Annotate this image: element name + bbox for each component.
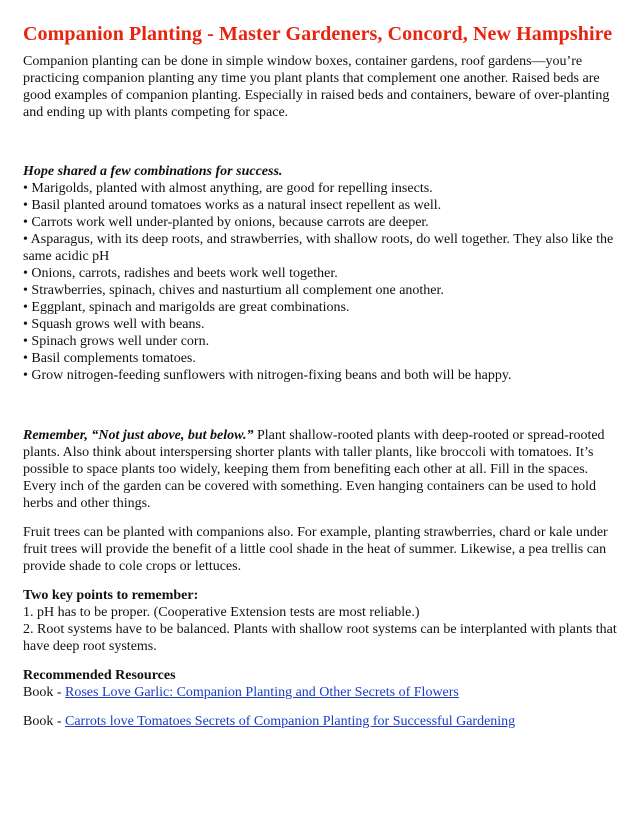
resources-section [23,667,618,701]
remember-body: Plant shallow-rooted plants with deep-rooted or spread-rooted plants. Also think about interspersing shorter plants with taller plants, like broccoli with tomatoes. It’s possible to space plants too widely, keeping them from benefiting each other at all. Fill in the spaces. Every inch of the garden can be covered with something. Even hanging containers can be used to hold herbs and other things. [23,428,605,511]
combination-item: • Grow nitrogen-feeding sunflowers with nitrogen-fixing beans and both will be happy. [23,368,512,383]
page-title: Companion Planting - Master Gardeners, Concord, New Hampshire [23,23,613,45]
combination-item: • Marigolds, planted with almost anything, are good for repelling insects. [23,181,433,196]
intro-paragraph: Companion planting can be done in simple window boxes, container gardens, roof gardens—you’re practicing companion planting any time you plant plants that complement one another. Raised beds are good examples of companion planting. Especially in raised beds and containers, beware of over-planting and ending up with plants competing for space. [23,54,610,120]
combination-item: • Onions, carrots, radishes and beets work well together. [23,266,338,281]
remember-paragraph [23,427,618,512]
combination-item: • Eggplant, spinach and marigolds are great combinations. [23,300,350,315]
key-points-heading: Two key points to remember: [23,588,199,603]
combination-item: • Carrots work well under-planted by onions, because carrots are deeper. [23,215,429,230]
resource-prefix: Book - [23,714,65,729]
combination-item: • Spinach grows well under corn. [23,334,210,349]
combinations-section [23,163,618,384]
resource-item [23,713,618,730]
key-points-section [23,587,618,655]
combinations-heading: Hope shared a few combinations for success. [23,164,283,179]
remember-lead: Remember, “Not just above, but below.” [23,428,254,443]
book-link-carrots-love-tomatoes[interactable]: Carrots love Tomatoes Secrets of Companion Planting for Successful Gardening [65,714,516,729]
combination-item: • Basil planted around tomatoes works as a natural insect repellent as well. [23,198,442,213]
key-point-item: 1. pH has to be proper. (Cooperative Extension tests are most reliable.) [23,605,420,620]
combination-item: • Asparagus, with its deep roots, and strawberries, with shallow roots, do well together. They also like the same acidic pH [23,232,614,264]
key-point-item: 2. Root systems have to be balanced. Plants with shallow root systems can be interplanted with plants that have deep root systems. [23,622,617,654]
fruit-trees-paragraph: Fruit trees can be planted with companions also. For example, planting strawberries, chard or kale under fruit trees will provide the benefit of a little cool shade in the heat of summer. Likewise, a pea trellis can provide shade to cole crops or lettuces. [23,525,608,574]
resource-prefix: Book - [23,685,65,700]
combination-item: • Squash grows well with beans. [23,317,205,332]
resource-item [23,684,618,701]
combination-item: • Strawberries, spinach, chives and nasturtium all complement one another. [23,283,444,298]
resources-heading: Recommended Resources [23,668,176,683]
combination-item: • Basil complements tomatoes. [23,351,196,366]
book-link-roses-love-garlic[interactable]: Roses Love Garlic: Companion Planting and Other Secrets of Flowers [65,685,459,700]
